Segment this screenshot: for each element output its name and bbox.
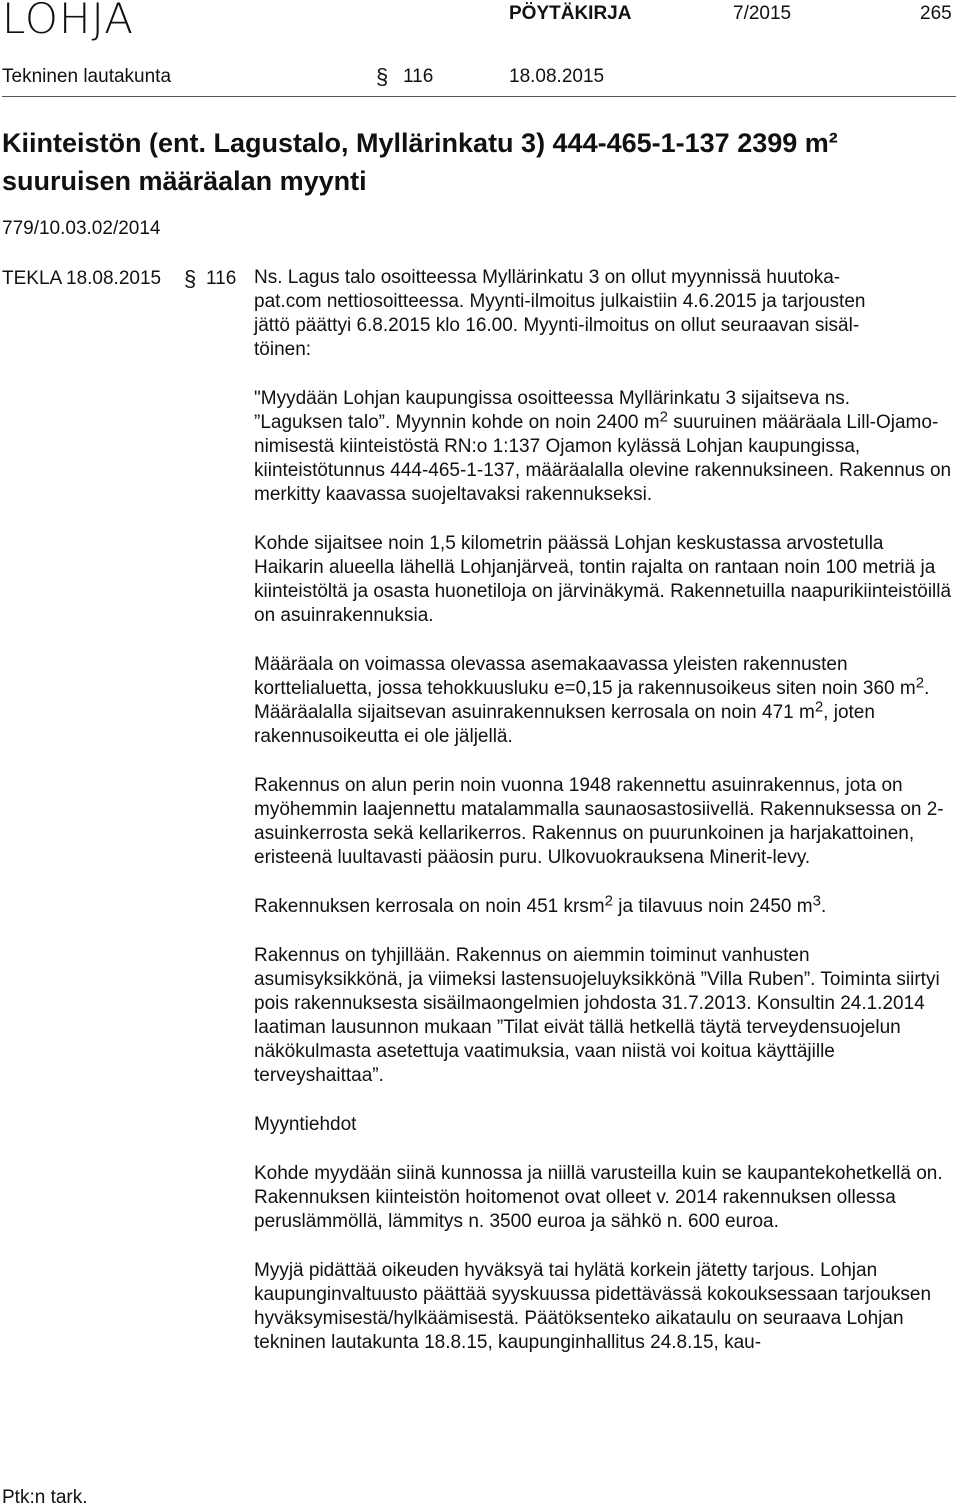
section-mark: § xyxy=(376,64,389,89)
intro-paragraph: Ns. Lagus talo osoitteessa Myllärinkatu 3 on ollut myynnissä huutoka- pat.com nettiosoitteessa. Myynti-ilmoitus julkaistiin 4.6.2015 ja tarjousten jättö päättyi 6.8.2015 klo 16.00. Myynti-ilmoitus on ollut seuraavan sisäl- töinen: xyxy=(254,267,866,360)
meeting-section-mark: § xyxy=(184,266,197,291)
lohja-logo: LOHJA xyxy=(2,0,134,43)
minutes-body xyxy=(254,266,958,1355)
section-number: 116 xyxy=(403,66,434,87)
location-paragraph: Kohde sijaitsee noin 1,5 kilometrin päässä Lohjan keskustassa arvostetulla Haikarin alueella lähellä Lohjanjärveä, tontin rajalta on rantaan noin 100 metriä ja kiinteistöltä ja osasta huonetiloja on järvinäkymä. Rakennetuilla naapurikiinteistöillä on asuinrakennuksia. xyxy=(254,533,952,626)
footer-note: Ptk:n tark. xyxy=(2,1487,88,1508)
page-number: 265 xyxy=(920,3,952,24)
document-type: PÖYTÄKIRJA xyxy=(509,3,632,24)
floor-area-paragraph: Rakennuksen kerrosala on noin 451 krsm$^2$ ja tilavuus noin 2450 $m^3$. xyxy=(254,892,827,917)
meeting-section-number: 116 xyxy=(206,268,237,289)
building-paragraph: Rakennus on alun perin noin vuonna 1948 rakennettu asuinrakennus, jota on myöhemmin laajennettu matalammalla saunaosastosiivellä. Rakennuksessa on 2-asuinkerrosta sekä kellarikerros. Rakennus on puurunkoinen ja harjakattoinen, eristeenä luultavasti pääosin puru. Ulkovuokrauksena Minerit-levy. xyxy=(254,775,944,868)
quote-paragraph: ”Laguksen talo”. Myynnin kohde on noin 2400 $m^2$ suuruinen määräala Lill-Ojamo-nimisestä kiinteistöstä RN:o 1:137 Ojamon kylässä Lohjan kaupungissa, kiinteistötunnus 444-465-1-137, määräalalla olevine rakennuksineen. Rakennus on merkitty kaavassa suojeltavaksi rakennukseksi. xyxy=(254,408,952,505)
meeting-date-2: 18.08.2015 xyxy=(66,268,162,289)
meeting-date: 18.08.2015 xyxy=(509,66,605,87)
vacancy-paragraph: Rakennus on tyhjillään. Rakennus on aiemmin toiminut vanhusten asumisyksikkönä, ja viimeksi lastensuojeluyksikkönä ”Villa Ruben”. Toiminta siirtyi pois rakennuksesta sisäilmaongelmien johdosta 31.7.2013. Konsultin 24.1.2014 laatiman lausunnon mukaan ”Tilat eivät tällä hetkellä täytä terveydensuojelun näkökulmasta asetettuja vaatimuksia, vaan niistä voi koitua käyttäjille terveyshaittaa”. xyxy=(254,945,940,1086)
zoning-paragraph: Määräala on voimassa olevassa asemakaavassa yleisten rakennusten korttelialuetta, jossa tehokkuusluku e=0,15 ja rakennusoikeus siten noin 360 $m^2$. Määräalalla sijaitsevan asuinrakennuksen kerrosala on noin 471 $m^2$, joten rakennusoikeutta ei ole jäljellä. xyxy=(254,654,930,747)
sales-terms-heading: Myyntiehdot xyxy=(254,1114,357,1135)
quote-line-1: "Myydään Lohjan kaupungissa osoitteessa Myllärinkatu 3 sijaitseva ns. xyxy=(254,388,851,409)
header-divider xyxy=(2,96,956,97)
meeting-body: TEKLA xyxy=(2,268,63,289)
seller-rights-paragraph: Myyjä pidättää oikeuden hyväksyä tai hylätä korkein jätetty tarjous. Lohjan kaupunginvaltuusto päättää syyskuussa pidettävässä kokouksessaan tarjouksen hyväksymisestä/hylkäämisestä. Päätöksenteko aikataulu on seuraava Lohjan tekninen lautakunta 18.8.15, kaupunginhallitus 24.8.15, kau- xyxy=(254,1260,932,1353)
terms-paragraph: Kohde myydään siinä kunnossa ja niillä varusteilla kuin se kaupantekohetkellä on. Rakennuksen kiinteistön hoitomenot ovat olleet v. 2014 rakennuksen ollessa peruslämmöllä, lämmitys n. 3500 euroa ja sähkö n. 600 euroa. xyxy=(254,1163,943,1232)
page-title: Kiinteistön (ent. Lagustalo, Myllärinkatu 3) 444-465-1-137 2399 m² suuruisen määräalan myynti xyxy=(2,128,838,196)
diary-code: 779/10.03.02/2014 xyxy=(2,218,161,239)
minutes-issue: 7/2015 xyxy=(733,3,792,24)
committee-name: Tekninen lautakunta xyxy=(2,66,172,87)
